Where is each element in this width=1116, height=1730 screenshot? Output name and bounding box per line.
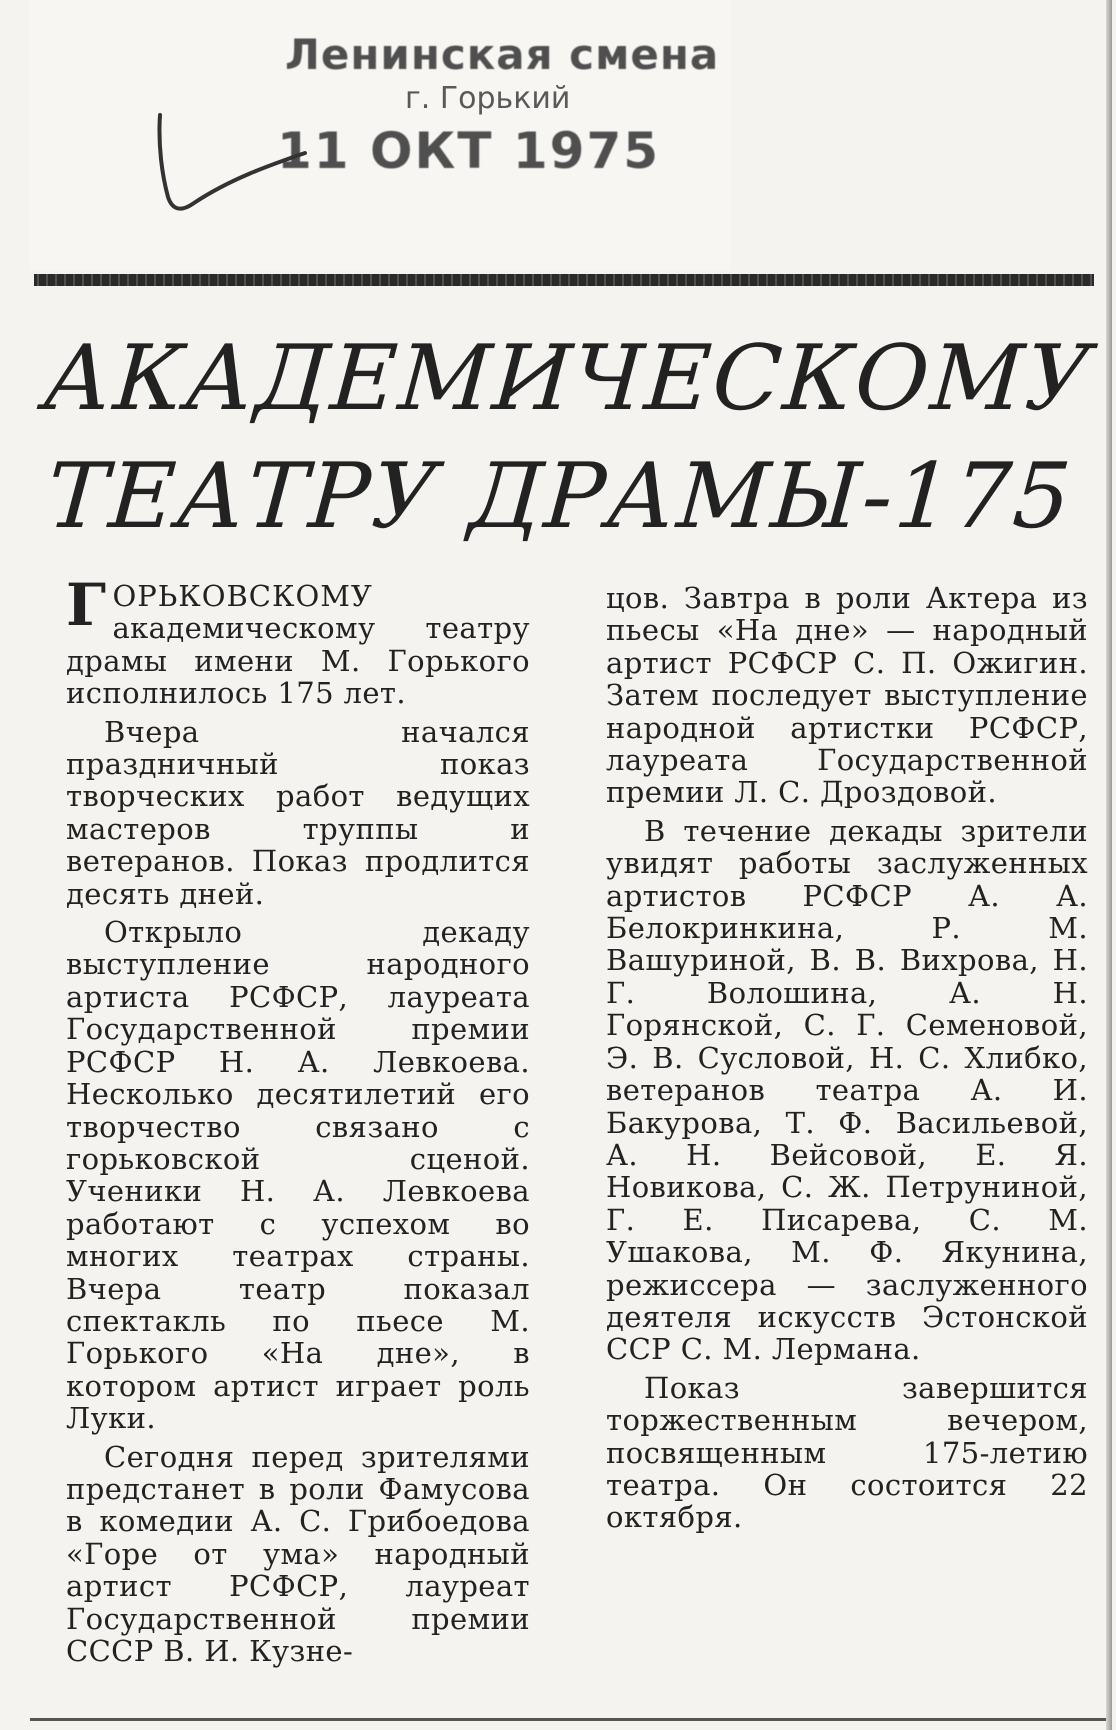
article-column-left xyxy=(66,571,530,1673)
headline-line-2: ТЕАТРУ ДРАМЫ-175 xyxy=(43,444,1077,549)
article-column-right xyxy=(606,582,1088,1540)
paragraph-1 xyxy=(66,571,530,711)
headline-line-1: АКАДЕМИЧЕСКОМУ xyxy=(40,326,1096,431)
right-edge-shadow xyxy=(1106,0,1112,1730)
archive-date-stamp xyxy=(277,30,725,180)
bottom-edge xyxy=(30,1718,1110,1721)
paragraph-5: В течение декады зрители увидят работы заслуженных артистов РСФСР А. А. Белокринкина, Р. М. Вашуриной, В. В. Вихрова, Н. Г. Волошина, А. Н. Горянской, С. Г. Семеновой, Э. В. Сусловой, Н. С. Хлибко, ветеранов театра А. И. Бакурова, Т. Ф. Васильевой, А. Н. Вейсовой, Е. Я. Новикова, С. Ж. Петруниной, Г. Е. Писарева, С. М. Ушакова, М. Ф. Якунина, режиссера — заслуженного деятеля искусств Эстонской ССР С. М. Лермана. xyxy=(606,813,1088,1367)
paragraph-6: Показ завершится торжественным вечером, посвященным 175-летию театра. Он состоится 22 октября. xyxy=(606,1370,1088,1535)
drop-cap: Г xyxy=(66,571,107,639)
paragraph-4-continued: цов. Завтра в роли Актера из пьесы «На дне» — народный артист РСФСР С. П. Ожигин. Затем последует выступление народной артистки РСФСР, лауреата Государственной премии Л. С. Дроздовой. xyxy=(606,581,1088,810)
stamp-area xyxy=(30,0,730,270)
paragraph-4-start: Сегодня перед зрителями предстанет в роли Фамусова в комедии А. С. Грибоедова «Горе от ума» народный артист РСФСР, лауреат Государственной премии СССР В. И. Кузне- xyxy=(66,1439,530,1668)
top-rule xyxy=(34,274,1094,286)
article-headline xyxy=(26,320,1103,556)
paragraph-3: Открыло декаду выступление народного артиста РСФСР, лауреата Государственной премии РСФСР Н. А. Левкоева. Несколько десятилетий его творчество связано с горьковской сценой. Ученики Н. А. Левкоева работают с успехом во многих театрах страны. Вчера театр показал спектакль по пьесе М. Горького «На дне», в котором артист играет роль Луки. xyxy=(66,915,530,1436)
paragraph-1-text: академическому театру драмы имени М. Горького исполнилось 175 лет. xyxy=(66,611,530,711)
lead-caps: ОРЬКОВСКОМУ xyxy=(112,579,373,613)
stamp-city: г. Горький xyxy=(405,81,571,116)
stamp-newspaper-name: Ленинская смена xyxy=(285,30,720,79)
stamp-date: 11 ОКТ 1975 xyxy=(277,122,661,180)
paragraph-2: Вчера начался праздничный показ творческих работ ведущих мастеров труппы и ветеранов. Показ продлится десять дней. xyxy=(66,714,530,911)
